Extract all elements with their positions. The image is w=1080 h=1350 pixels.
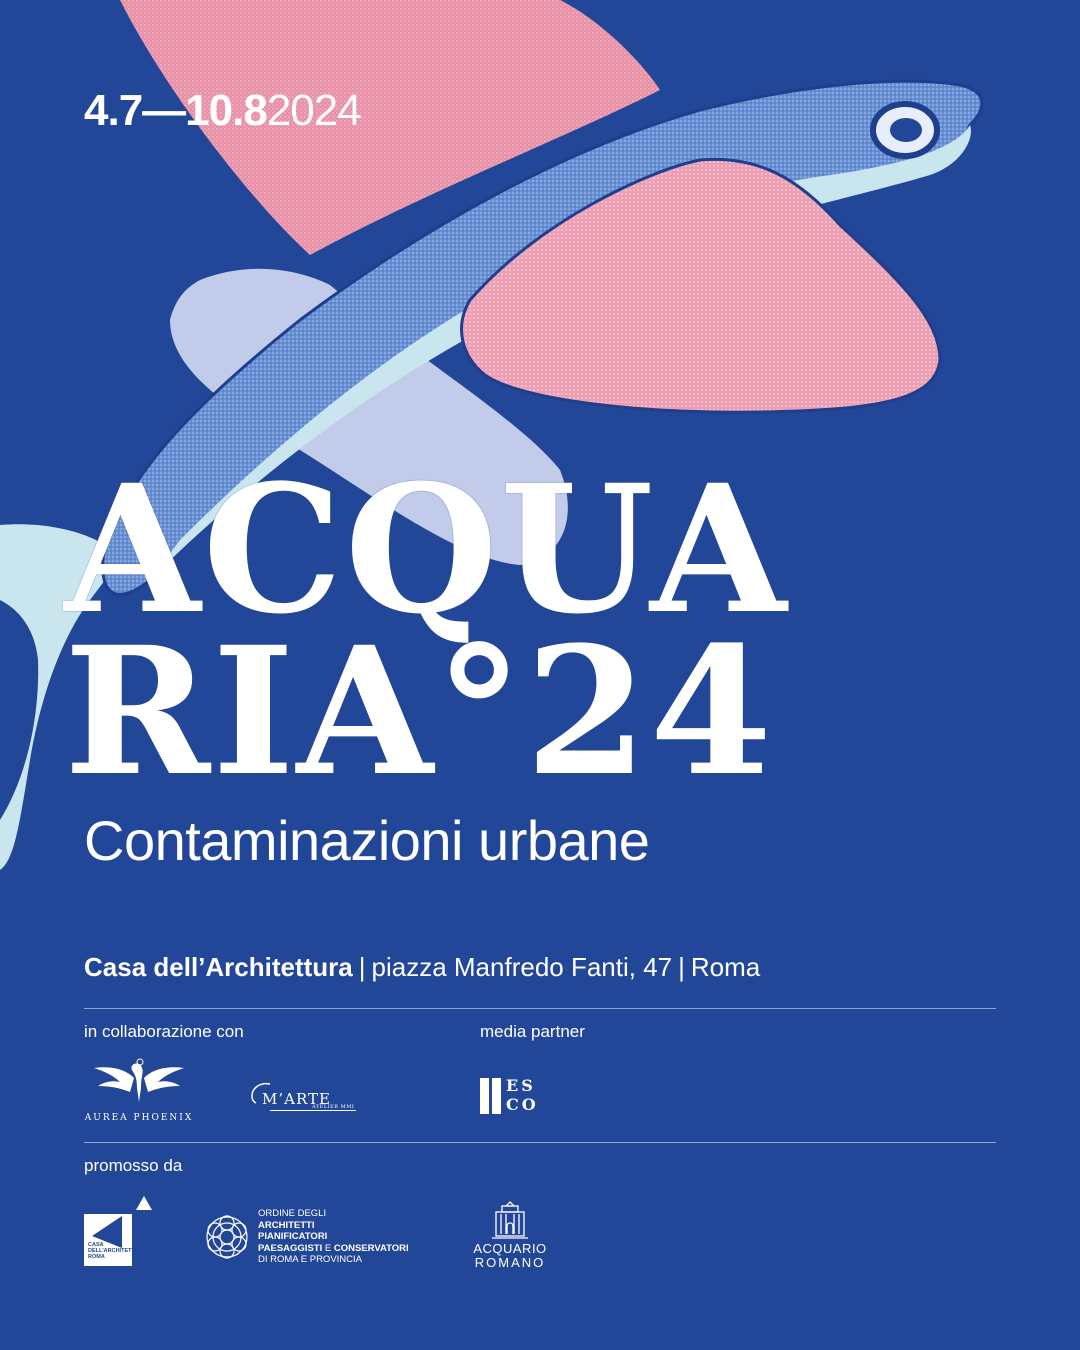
collaboration-label: in collaborazione con [84,1022,244,1041]
title-line-2: RIA°24 [64,608,775,815]
esco-text-bottom: CO [506,1095,539,1114]
subtitle: Contaminazioni urbane [84,809,650,872]
esco-logo [480,1076,550,1116]
promoted-label: promosso da [84,1156,183,1175]
casa-arch-line: CASA [88,1242,104,1248]
acquario-building-icon [490,1200,530,1240]
date-end: 10.8 [185,86,267,135]
ordine-architetti-text [258,1208,448,1266]
esco-bar [492,1078,501,1114]
marte-text: M’ARTE [262,1090,331,1108]
acquario-romano-text [470,1242,550,1270]
casa-architettura-logo [84,1196,154,1266]
ordine-word: PAESAGGISTI [258,1242,323,1254]
marte-underline [270,1110,356,1111]
separator: | [358,952,366,982]
title-line-1: ACQUA [64,446,789,653]
venue-address: piazza Manfredo Fanti, 47 [371,952,673,982]
marte-logo [248,1080,360,1120]
date-year: 2024 [266,86,361,135]
ordine-rosette-icon [204,1212,250,1262]
esco-text-top: ES [506,1076,536,1095]
ordine-line: ORDINE DEGLI [258,1208,327,1219]
casa-arch-line: ROMA [88,1254,105,1260]
separator: | [678,952,685,982]
ordine-word: E [322,1242,334,1254]
divider [84,1142,996,1143]
ordine-line: PIANIFICATORI [258,1231,328,1242]
phoenix-icon [84,1058,194,1106]
casa-arch-line: DELL'ARCHITETTURA [88,1248,147,1254]
esco-bar [480,1078,489,1114]
date-dash: — [142,86,186,135]
acquario-line: ROMANO [474,1255,546,1270]
ordine-line: ARCHITETTI [258,1219,315,1231]
acquario-line: ACQUARIO [473,1241,547,1256]
event-dates [84,86,361,136]
media-partner-label: media partner [480,1022,585,1041]
aurea-phoenix-logo [84,1058,194,1124]
aurea-phoenix-text: AUREA PHOENIX [84,1113,194,1123]
ordine-architetti-logo [204,1212,250,1262]
marte-subtext: ATELIER MMI [312,1104,355,1110]
ordine-line [258,1243,448,1255]
divider [84,1008,996,1009]
casa-architettura-text [88,1242,147,1260]
venue-line [84,952,760,983]
acquario-romano-logo [490,1200,530,1242]
venue-city: Roma [690,952,761,982]
venue-name: Casa dell’Architettura [84,952,353,982]
ordine-line: DI ROMA E PROVINCIA [258,1254,362,1265]
ordine-word: CONSERVATORI [333,1242,409,1254]
date-start: 4.7 [84,86,143,135]
